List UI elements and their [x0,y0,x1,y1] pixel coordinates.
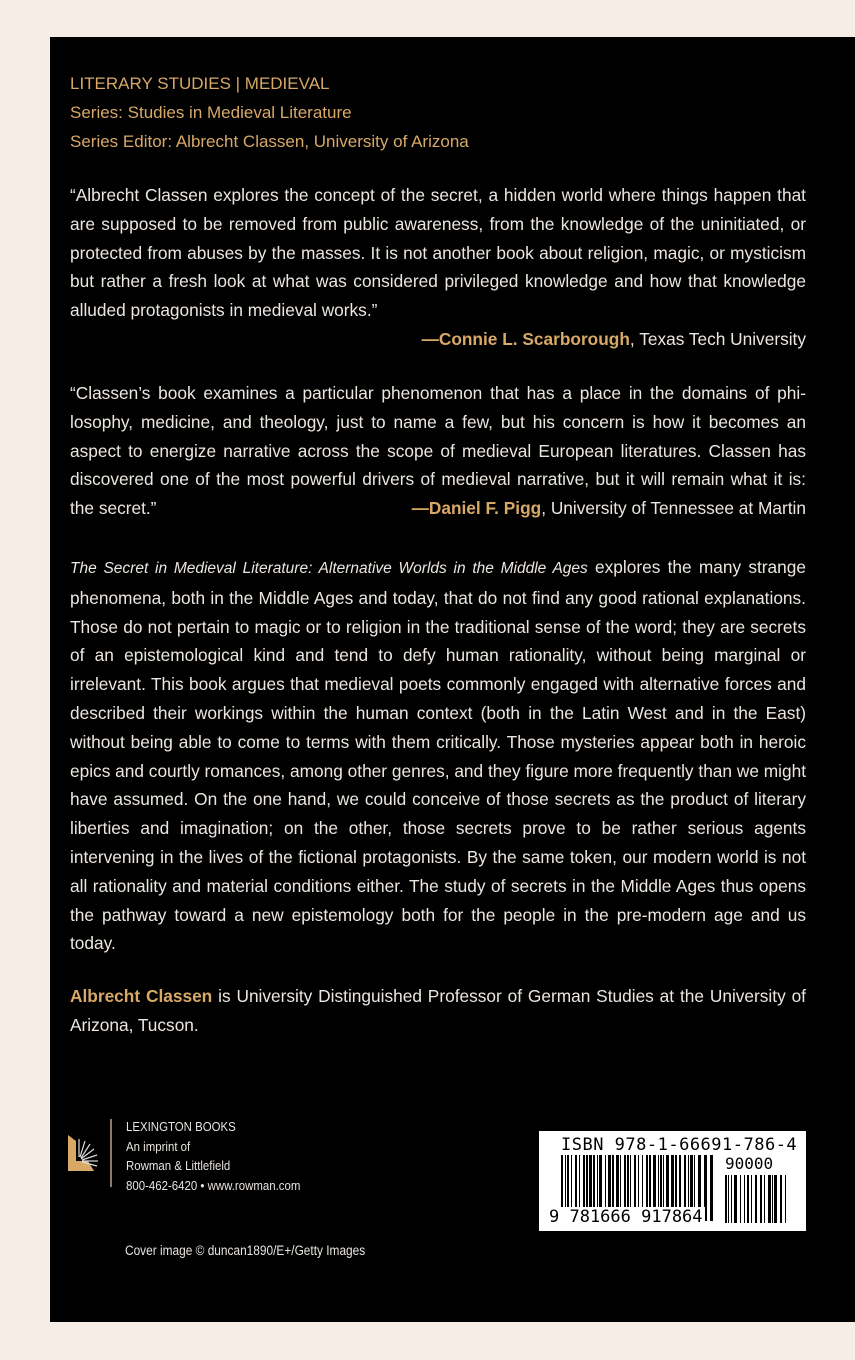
barcode-bar [785,1175,786,1223]
barcode-bar [740,1175,741,1223]
cover-credit: Cover image © duncan1890/E+/Getty Images [125,1243,366,1258]
author-name: Albrecht Classen [70,986,213,1006]
description-body: explores the many strange phenomena, both in the Middle Ages and today, that do not find any good rational explanations. Those do not pertain to magic or to religion in the traditional sense of the word; they are secrets of an epistemological kind and tend to defy human rationality, without being marginal or irrelevant. This book argues that medieval poets commonly engaged with alternative forces and described their workings within the human context (both in the Latin West and in the East) without being able to come to terms with them critically. Those mysteries appear both in heroic epics and courtly romances, among other genres, and they figure more frequently than we might have assumed. On the one hand, we could conceive of those secrets as the product of literary liberties and imagination; on the other, those secrets prove to be rather serious agents intervening in the lives of the fictional protagonists. By the same token, our modern world is not all rationality and material conditions either. The study of secrets in the Middle Ages thus opens the pathway toward a new epistemology both for the people in the pre-modern age and us today. [70,557,806,954]
publisher-contact: 800-462-6420 • www.rowman.com [126,1177,301,1193]
barcode-bar [728,1175,729,1223]
isbn-barcode [539,1131,806,1231]
barcode-bar [751,1175,752,1223]
isbn-label: ISBN 978-1-66691-786-4 [561,1135,798,1155]
book-title: The Secret in Medieval Literature: Alternative Worlds in the Middle Ages [70,560,588,577]
barcode-bar [747,1175,749,1223]
publisher-parent: Rowman & Littlefield [126,1158,231,1173]
barcode-bar [744,1175,745,1223]
barcode-bar [764,1175,765,1223]
quote-affiliation: , University of Tennessee at Martin [541,498,806,519]
quote-attribution [70,325,806,354]
barcode-bar [768,1175,771,1223]
price-code: 90000 [725,1154,774,1173]
series-header [70,69,469,156]
quote-author: —Daniel F. Pigg [411,498,542,519]
barcode-bar [731,1175,732,1223]
barcode-bar [734,1175,737,1223]
ean-number: 9 781666 917864 [549,1207,703,1227]
series-label: Series: Studies in Medieval Literature [70,103,352,122]
publisher-imprint: An imprint of [126,1138,191,1154]
barcode-bar [725,1175,727,1223]
barcode-bar [710,1155,713,1221]
publisher-info [126,1117,300,1195]
endorsement-1 [70,181,806,354]
endorsement-2 [70,379,806,523]
quote-attribution [70,494,806,523]
quote-affiliation: , Texas Tech University [629,328,806,349]
barcode-bar [755,1175,757,1223]
back-cover [50,37,855,1322]
barcode-bar [760,1175,762,1223]
barcode-bar [774,1175,777,1223]
lexington-logo-icon [66,1133,100,1173]
publisher-name: LEXINGTON BOOKS [126,1119,236,1134]
barcode-bar [772,1175,773,1223]
quote-text: “Albrecht Classen explores the concept of the secret, a hidden world where things happen that are supposed to be removed from public awareness, from the knowledge of the uninitiated, or protected from abuses by the masses. It is not another book about religion, magic, or mysticism but rather a fresh look at what was considered privileged knowledge and how that knowledge alluded protagonists in medieval works.” [70,185,806,321]
book-description [70,553,806,958]
divider [110,1119,112,1187]
author-bio [70,982,806,1040]
quote-author: —Connie L. Scarborough [421,328,630,349]
barcode-bar [780,1175,782,1223]
series-editor-label: Series Editor: Albrecht Classen, University of Arizona [70,132,469,151]
quote-text: “Classen’s book examines a particular phenomenon that has a place in the domains of philosophy, medicine, and theology, just to name a few, but his concern is how it becomes an aspect to energize narrative across the scope of medieval European literatures. Classen has discovered one of the most powerful drivers of medieval narrative, but it will remain what it is: the secret.” [70,383,806,519]
category-label: LITERARY STUDIES | MEDIEVAL [70,74,330,93]
bio-text: is University Distinguished Professor of German Studies at the University of Arizona, Tucson. [70,986,806,1035]
